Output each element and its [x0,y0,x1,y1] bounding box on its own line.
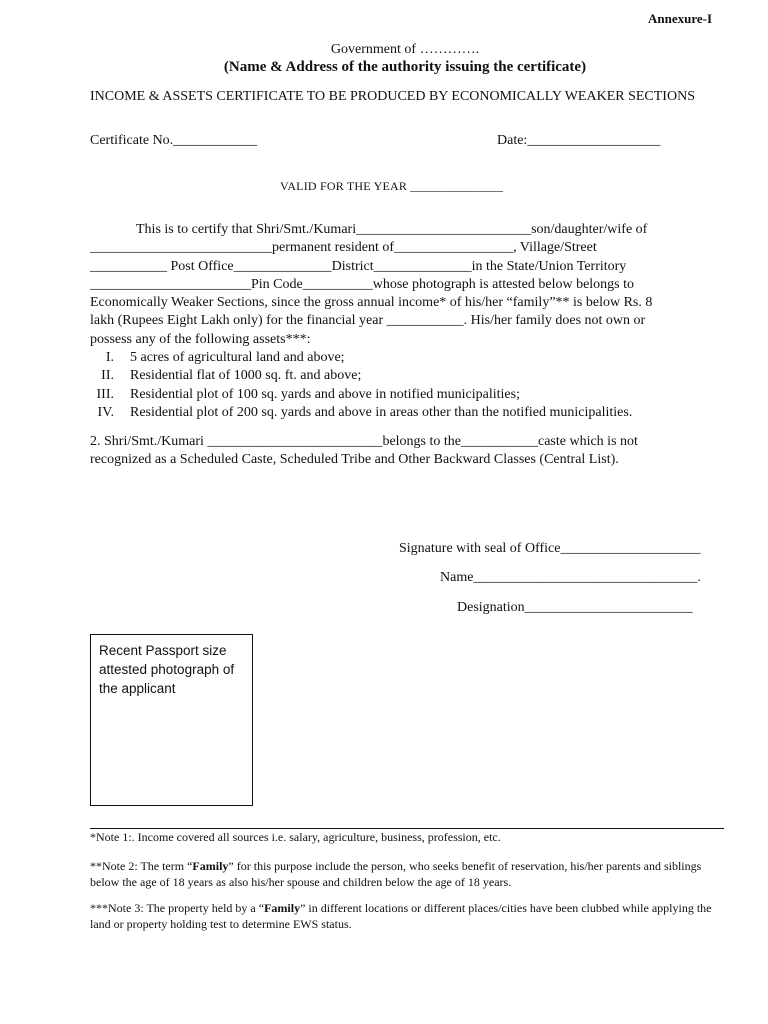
note-2-prefix: **Note 2: The term “ [90,859,193,873]
asset-text: 5 acres of agricultural land and above; [130,350,345,366]
authority-heading: (Name & Address of the authority issuing the certificate) [223,59,587,75]
photo-box-label: Recent Passport size attested photograph of the applicant [99,643,235,696]
signature-field: Signature with seal of Office____________________ [399,541,701,556]
note-3 [90,901,730,932]
body-line-6: lakh (Rupees Eight Lakh only) for the financial year ___________. His/her family does not own or [90,313,646,329]
photo-box [90,634,253,806]
list-item [90,404,724,422]
body-line-1: This is to certify that Shri/Smt./Kumari_________________________son/daughter/wife of [136,222,648,237]
asset-number: IV. [97,404,114,420]
list-item [90,386,724,404]
list-item [90,367,724,385]
note-2-family-term: Family [192,859,229,873]
note-2 [90,859,730,890]
designation-field: Designation________________________ [457,600,693,615]
body-line-7: possess any of the following assets***: [90,331,311,347]
certificate-number-field: Certificate No.____________ [90,133,258,148]
body-line-2: __________________________permanent resident of_________________, Village/Street [90,240,597,256]
list-item [90,349,724,367]
caste-line-1: 2. Shri/Smt./Kumari _________________________belongs to the___________caste which is not [90,434,638,449]
valid-year-field: VALID FOR THE YEAR _______________ [280,179,504,193]
notes-divider [90,828,724,829]
note-3-prefix: ***Note 3: The property held by a “ [90,901,265,915]
note-3-family-term: Family [264,901,301,915]
assets-list [90,349,724,422]
caste-line-2: recognized as a Scheduled Caste, Scheduled Tribe and Other Backward Classes (Central List). [90,452,619,468]
body-line-5: Economically Weaker Sections, since the gross annual income* of his/her “family”** is below Rs. 8 [90,295,653,311]
date-field: Date:___________________ [497,133,661,148]
body-line-4: _______________________Pin Code__________whose photograph is attested below belongs to [90,276,635,292]
annexure-label: Annexure-I [648,11,713,26]
certificate-title: INCOME & ASSETS CERTIFICATE TO BE PRODUCED BY ECONOMICALLY WEAKER SECTIONS [90,89,695,104]
certificate-body [90,221,724,422]
asset-text: Residential plot of 200 sq. yards and above in areas other than the notified municipalities. [130,404,633,420]
caste-paragraph [90,433,724,470]
asset-text: Residential plot of 100 sq. yards and above in notified municipalities; [130,386,520,402]
asset-number: III. [96,386,114,402]
government-line: Government of …………. [330,42,480,57]
asset-number: I. [105,350,114,366]
note-1: *Note 1:. Income covered all sources i.e. salary, agriculture, business, profession, etc. [90,830,501,844]
body-line-3: ___________ Post Office______________District______________in the State/Union Territory [90,258,627,274]
note-2-text: ” for this purpose include the person, who seeks benefit of reservation, his/her parents and siblings below the age of 18 years as also his/her spouse and children below the age of 18 years. [90,859,702,889]
note-3-text: ” in different locations or different places/cities have been clubbed while applying the land or property holding test to determine EWS status. [90,901,712,931]
asset-number: II. [101,368,114,384]
name-field: Name________________________________. [440,570,701,585]
asset-text: Residential flat of 1000 sq. ft. and above; [130,368,362,384]
